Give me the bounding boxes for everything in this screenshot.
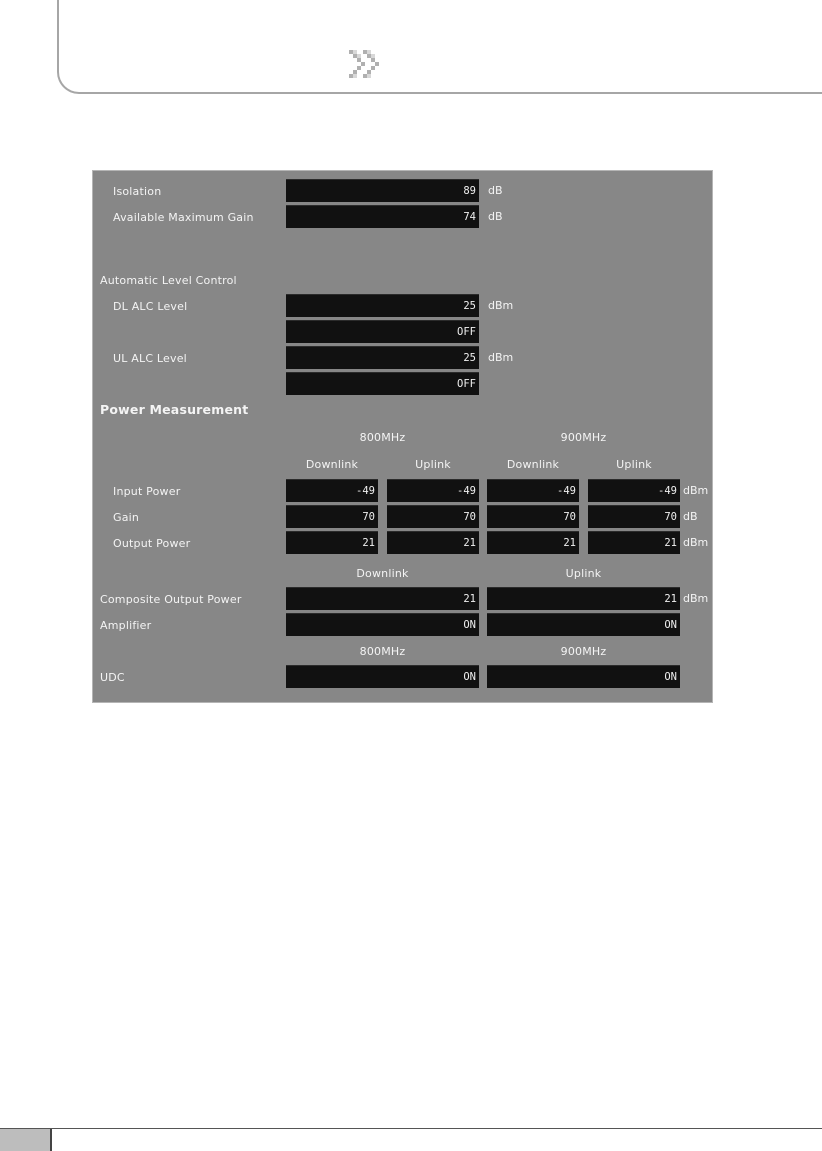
udc-label: UDC	[100, 671, 125, 684]
col-900-uplink: Uplink	[616, 458, 652, 471]
input-power-900-ul: -49	[588, 479, 680, 502]
composite-output-unit: dBm	[683, 592, 709, 605]
max-gain-value: 74	[286, 205, 479, 228]
col-900-downlink: Downlink	[506, 458, 560, 471]
composite-output-label: Composite Output Power	[100, 593, 242, 606]
composite-output-ul: 21	[487, 587, 680, 610]
isolation-label: Isolation	[113, 185, 162, 198]
page-number-box	[0, 1129, 52, 1151]
output-power-900-dl: 21	[487, 531, 579, 554]
gain-label: Gain	[113, 511, 140, 524]
input-power-label: Input Power	[113, 485, 181, 498]
gain-800-dl: 70	[286, 505, 378, 528]
amplifier-dl-state: ON	[286, 613, 479, 636]
alc-section-title: Automatic Level Control	[100, 274, 237, 287]
ul-alc-state: OFF	[286, 372, 479, 395]
output-power-900-ul: 21	[588, 531, 680, 554]
footer-rule	[0, 1128, 822, 1129]
col-800-downlink: Downlink	[305, 458, 359, 471]
repeater-status-panel	[92, 170, 713, 703]
max-gain-unit: dB	[488, 210, 503, 223]
output-power-800-dl: 21	[286, 531, 378, 554]
composite-output-dl: 21	[286, 587, 479, 610]
composite-uplink-header: Uplink	[565, 567, 602, 580]
power-measurement-title: Power Measurement	[100, 402, 249, 417]
amplifier-ul-state: ON	[487, 613, 680, 636]
gain-800-ul: 70	[387, 505, 479, 528]
gain-900-dl: 70	[487, 505, 579, 528]
band-900-header: 900MHz	[560, 431, 607, 444]
gain-unit: dB	[683, 510, 698, 523]
input-power-900-dl: -49	[487, 479, 579, 502]
output-power-unit: dBm	[683, 536, 709, 549]
ul-alc-value: 25	[286, 346, 479, 369]
input-power-800-ul: -49	[387, 479, 479, 502]
gain-900-ul: 70	[588, 505, 680, 528]
udc-800-state: ON	[286, 665, 479, 688]
ul-alc-label: UL ALC Level	[113, 352, 187, 365]
double-chevron-right-icon	[349, 50, 385, 78]
isolation-unit: dB	[488, 184, 503, 197]
amplifier-label: Amplifier	[100, 619, 152, 632]
dl-alc-value: 25	[286, 294, 479, 317]
output-power-label: Output Power	[113, 537, 191, 550]
input-power-unit: dBm	[683, 484, 709, 497]
dl-alc-label: DL ALC Level	[113, 300, 188, 313]
dl-alc-unit: dBm	[488, 299, 514, 312]
dl-alc-state: OFF	[286, 320, 479, 343]
udc-900-header: 900MHz	[560, 645, 607, 658]
input-power-800-dl: -49	[286, 479, 378, 502]
udc-900-state: ON	[487, 665, 680, 688]
isolation-value: 89	[286, 179, 479, 202]
max-gain-label: Available Maximum Gain	[113, 211, 254, 224]
col-800-uplink: Uplink	[415, 458, 451, 471]
ul-alc-unit: dBm	[488, 351, 514, 364]
page-header-frame	[57, 0, 822, 94]
udc-800-header: 800MHz	[359, 645, 406, 658]
composite-downlink-header: Downlink	[356, 567, 409, 580]
band-800-header: 800MHz	[359, 431, 406, 444]
output-power-800-ul: 21	[387, 531, 479, 554]
